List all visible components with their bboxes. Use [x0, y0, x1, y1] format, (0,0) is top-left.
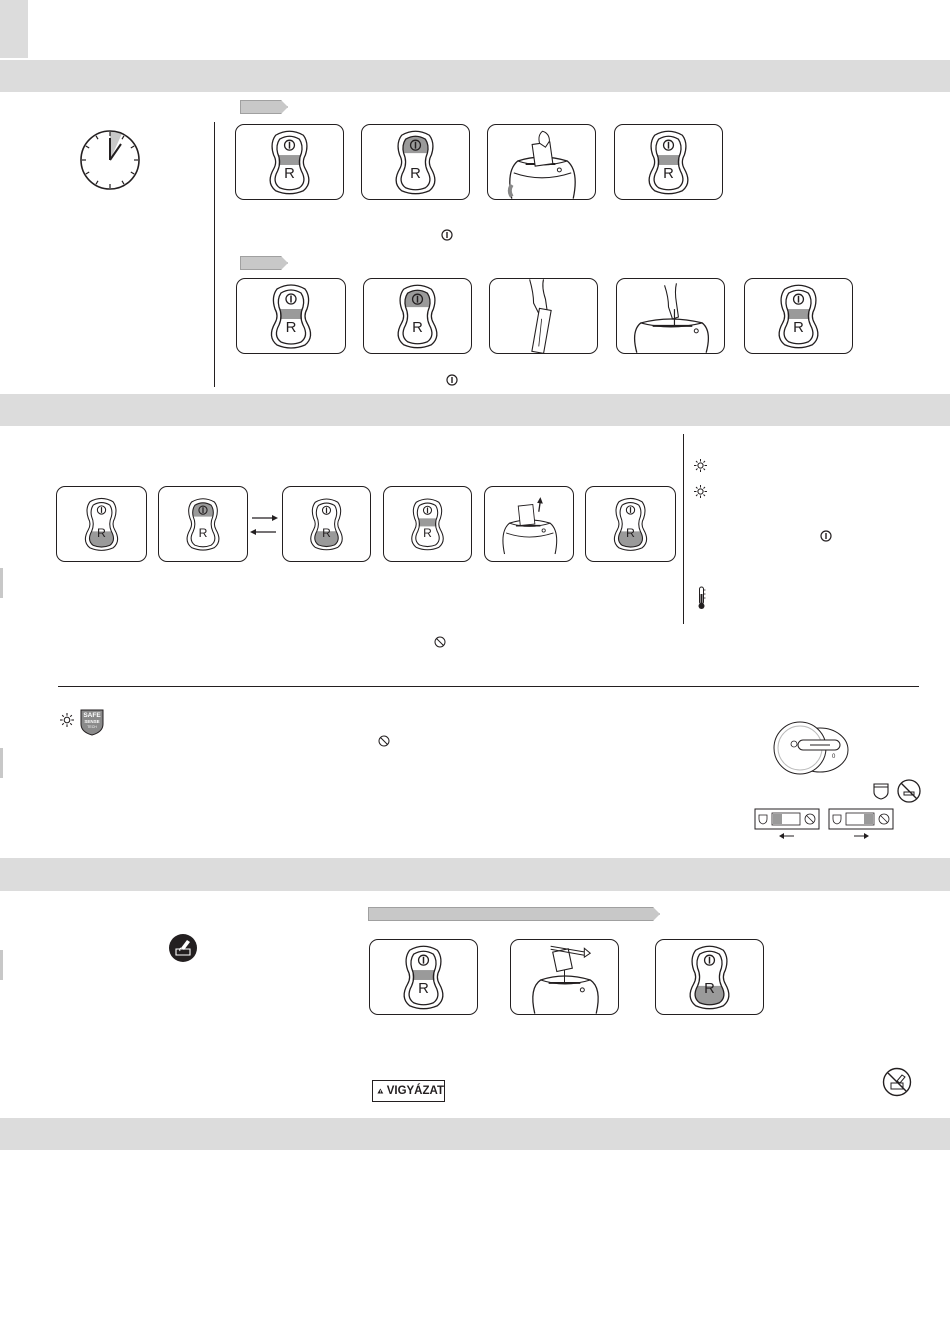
section-band-3: [0, 858, 950, 891]
safe-sense-switch-illustration: [770, 720, 852, 778]
no-sign-icon: [896, 778, 922, 804]
safe-sense-line: SAFE: [83, 712, 101, 719]
sun-icon: [694, 485, 707, 498]
shredder-remove-tile: [484, 486, 574, 562]
page-edge-marker: [0, 568, 3, 598]
power-icon: [446, 373, 458, 385]
safe-sense-shield-icon: [872, 782, 890, 800]
thermometer-icon: [697, 586, 706, 610]
switch-on-tile: [363, 278, 472, 354]
safe-sense-line: SENSE: [84, 719, 100, 724]
switch-off-tile: [235, 124, 344, 200]
step-tag-wide: [368, 907, 660, 921]
warning-label: [372, 1080, 445, 1102]
corner-tab: [0, 0, 28, 58]
shredder-card-tile: [616, 278, 725, 354]
divider-vertical: [214, 122, 215, 387]
switch-off-tile: [744, 278, 853, 354]
switch-reverse-tile: [655, 939, 764, 1015]
divider-horizontal: [58, 686, 919, 687]
step-tag: [240, 256, 288, 270]
switch-reverse-tile: [282, 486, 371, 562]
sun-icon: [694, 459, 707, 472]
power-icon: [441, 228, 453, 240]
step-tag: [240, 100, 288, 114]
switch-reverse-tile: [56, 486, 147, 562]
switch-off-tile: [369, 939, 478, 1015]
shredder-oil-tile: [510, 939, 619, 1015]
section-band-1: [0, 60, 950, 92]
section-band-2: [0, 394, 950, 426]
clock-icon: [78, 128, 142, 192]
switch-on-tile: [158, 486, 248, 562]
no-sign-icon: [434, 635, 446, 647]
warning-triangle-icon: [377, 1084, 384, 1098]
svg-text:0: 0: [832, 754, 836, 760]
switch-on-tile: [361, 124, 470, 200]
toggle-arrows: [248, 512, 280, 538]
hand-card-tile: [489, 278, 598, 354]
no-sign-icon: [378, 734, 390, 746]
warning-text: VIGYÁZAT: [386, 1085, 444, 1097]
oil-icon: [168, 933, 198, 963]
switch-off-tile: [236, 278, 346, 354]
page-edge-marker: [0, 748, 3, 778]
safe-sense-line: TECH: [87, 725, 97, 729]
page-edge-marker: [0, 950, 3, 980]
power-icon: [820, 529, 832, 541]
no-aerosol-icon: [882, 1067, 912, 1097]
shredder-paper-tile: [487, 124, 596, 200]
safe-sense-shield-icon: [80, 708, 104, 736]
switch-position-left: [754, 808, 820, 842]
switch-off-tile: [383, 486, 472, 562]
switch-off-tile: [614, 124, 723, 200]
switch-reverse-tile: [585, 486, 676, 562]
sun-icon: [60, 713, 74, 727]
switch-position-right: [828, 808, 894, 842]
section-band-4: [0, 1118, 950, 1150]
divider-vertical: [683, 434, 684, 624]
